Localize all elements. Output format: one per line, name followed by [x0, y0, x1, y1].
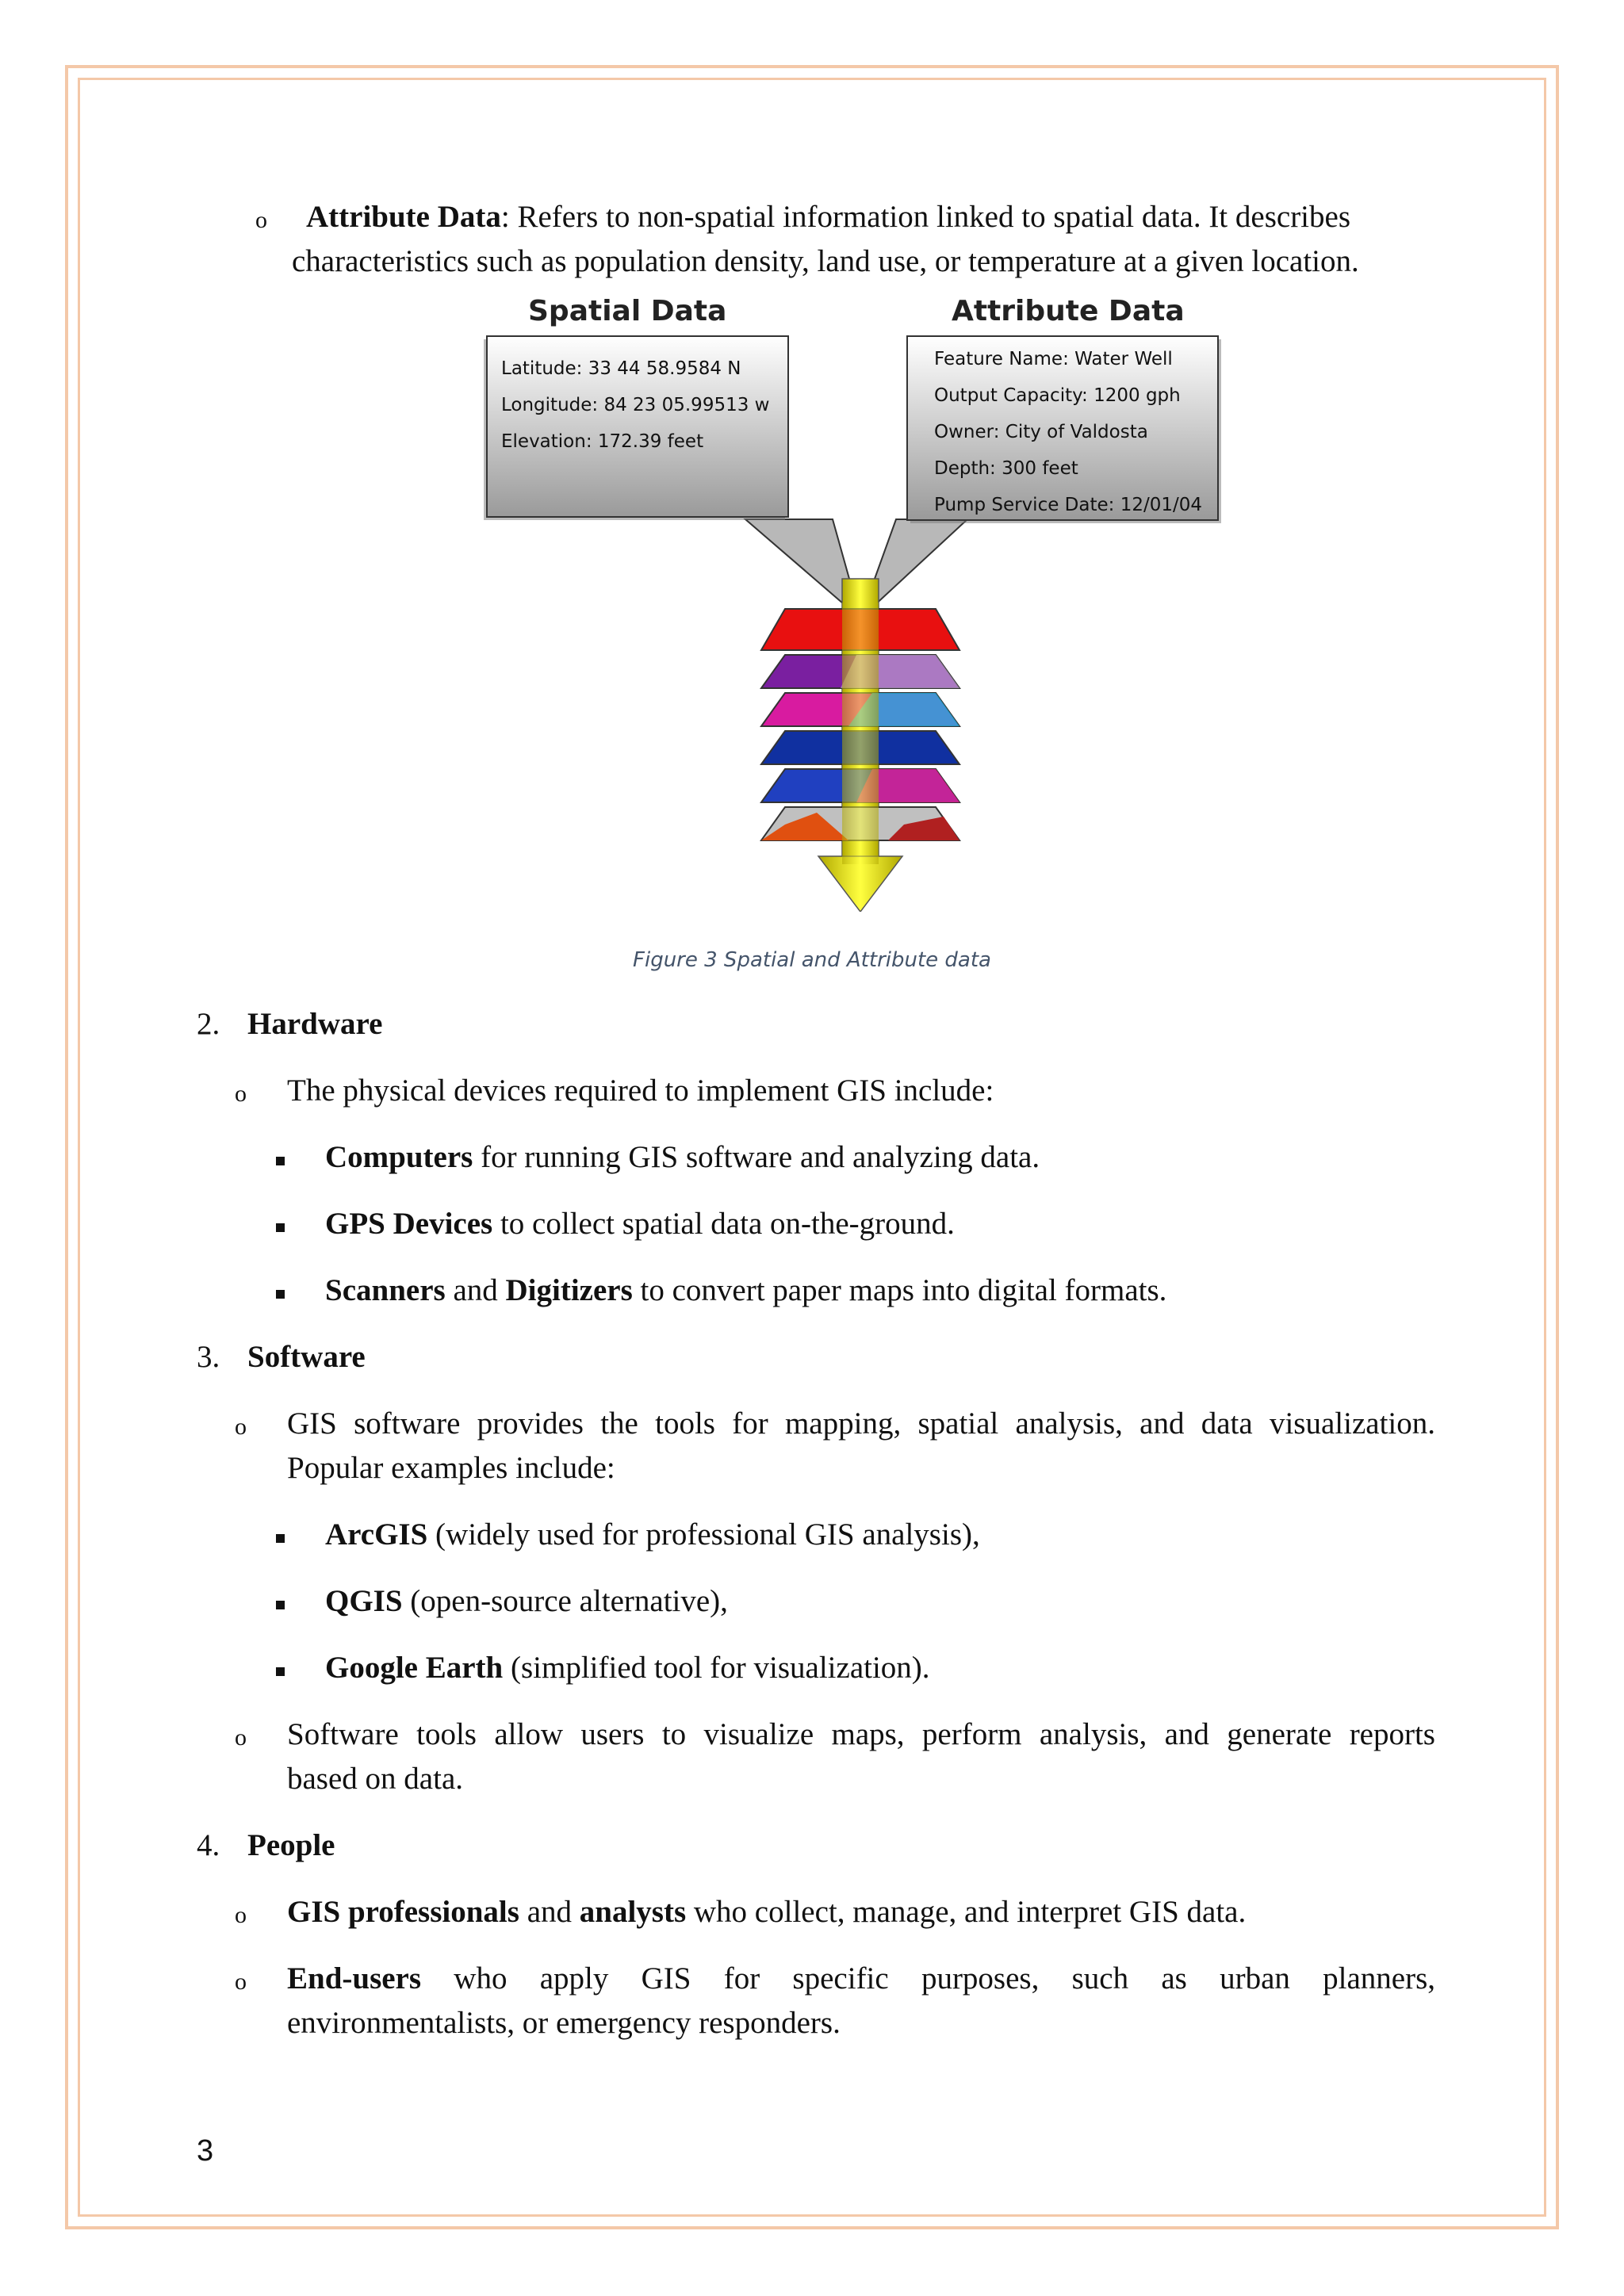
section-title-people: People	[247, 1828, 335, 1862]
people-bullet-end-users-line-2: environmentalists, or emergency responders.	[287, 2006, 841, 2040]
attribute-line-feature: Feature Name: Water Well	[934, 349, 1173, 369]
section-number-hardware: 2.	[197, 1007, 220, 1041]
page-number: 3	[197, 2134, 214, 2168]
hardware-item-scanners: Scanners and Digitizers to convert paper maps into digital formats.	[325, 1273, 1167, 1307]
square-bullet	[276, 1223, 285, 1232]
spatial-attribute-figure	[476, 285, 1237, 912]
software-item-arcgis: ArcGIS (widely used for professional GIS analysis),	[325, 1517, 980, 1552]
square-bullet	[276, 1157, 285, 1165]
square-bullet	[276, 1534, 285, 1543]
spatial-line-latitude: Latitude: 33 44 58.9584 N	[501, 358, 741, 379]
hardware-intro: The physical devices required to implement GIS include:	[287, 1073, 994, 1108]
software-intro-line-2: Popular examples include:	[287, 1451, 615, 1485]
square-bullet	[276, 1290, 285, 1299]
bullet-marker: o	[255, 207, 267, 233]
section-number-software: 3.	[197, 1340, 220, 1374]
people-bullet-end-users-line-1: End-users who apply GIS for specific purposes, such as urban planners,	[287, 1961, 1435, 1996]
attribute-data-title: Attribute Data	[952, 295, 1185, 327]
bullet-marker: o	[235, 1724, 247, 1751]
attribute-line-depth: Depth: 300 feet	[934, 458, 1078, 479]
attribute-data-term: Attribute Data	[306, 200, 501, 234]
software-item-google-earth: Google Earth (simplified tool for visualization).	[325, 1651, 930, 1685]
square-bullet	[276, 1667, 285, 1676]
arrow-head	[818, 856, 902, 912]
section-title-hardware: Hardware	[247, 1007, 383, 1041]
square-bullet	[276, 1601, 285, 1609]
attribute-data-line-2: characteristics such as population density, land use, or temperature at a given location.	[292, 244, 1359, 278]
bullet-marker: o	[235, 1902, 247, 1928]
bullet-marker: o	[235, 1081, 247, 1107]
software-outro-line-1: Software tools allow users to visualize maps, perform analysis, and generate reports	[287, 1717, 1435, 1751]
attribute-line-owner: Owner: City of Valdosta	[934, 422, 1148, 442]
section-number-people: 4.	[197, 1828, 220, 1862]
software-item-qgis: QGIS (open-source alternative),	[325, 1584, 728, 1618]
spatial-data-title: Spatial Data	[528, 295, 727, 327]
hardware-item-gps: GPS Devices to collect spatial data on-the-ground.	[325, 1207, 955, 1241]
attribute-line-service-date: Pump Service Date: 12/01/04	[934, 495, 1203, 515]
software-outro-line-2: based on data.	[287, 1762, 464, 1796]
bullet-marker: o	[235, 1414, 247, 1440]
section-title-software: Software	[247, 1340, 366, 1374]
spatial-line-longitude: Longitude: 84 23 05.99513 w	[501, 395, 770, 415]
hardware-item-computers: Computers for running GIS software and analyzing data.	[325, 1140, 1040, 1174]
software-intro-line-1: GIS software provides the tools for mapping, spatial analysis, and data visualization.	[287, 1406, 1435, 1441]
bullet-marker: o	[235, 1969, 247, 1995]
figure-caption: Figure 3 Spatial and Attribute data	[633, 948, 991, 972]
attribute-data-line-1: Attribute Data: Refers to non-spatial information linked to spatial data. It describes	[306, 200, 1351, 234]
spatial-line-elevation: Elevation: 172.39 feet	[501, 431, 704, 452]
attribute-line-capacity: Output Capacity: 1200 gph	[934, 385, 1181, 406]
people-bullet-professionals: GIS professionals and analysts who collect, manage, and interpret GIS data.	[287, 1895, 1247, 1929]
